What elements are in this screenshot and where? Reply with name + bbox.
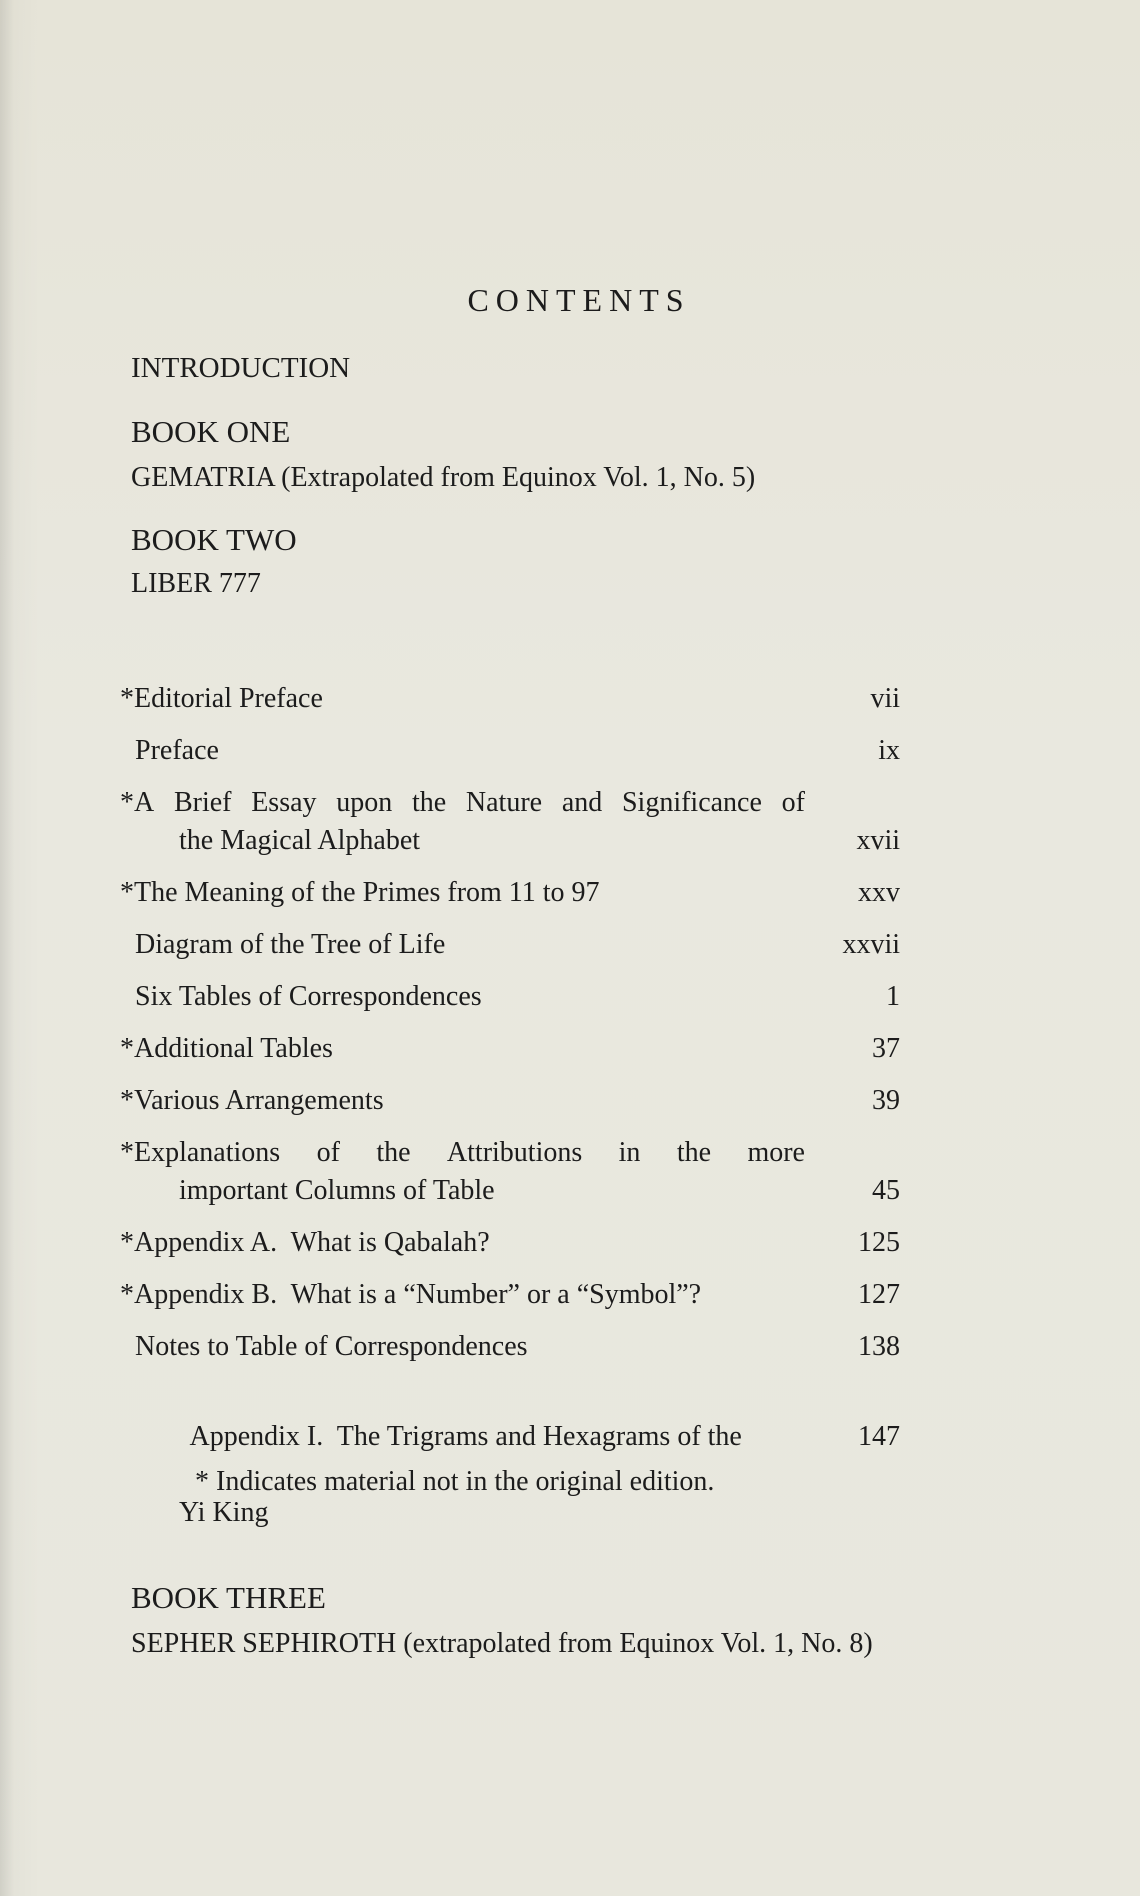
toc-page-number: 138 [858,1331,900,1362]
toc-page-number: ix [878,735,900,766]
toc-page-number: 127 [858,1279,900,1310]
toc-entry-title: Six Tables of Correspondences [135,981,482,1012]
contents-title: CONTENTS [467,282,691,318]
book-one-heading: BOOK ONE [131,414,291,449]
footnote: * Indicates material not in the original edition. [195,1466,715,1497]
toc-entry-title: *Explanations of the Attributions in the more important Columns of Table [120,1137,805,1206]
book-three-heading: BOOK THREE [131,1580,326,1615]
book-three-subtitle: SEPHER SEPHIROTH (extrapolated from Equinox Vol. 1, No. 8) [131,1628,873,1659]
toc-entry-title: *The Meaning of the Primes from 11 to 97 [120,877,600,908]
book-two-heading: BOOK TWO [131,522,297,557]
toc-entry-title: *Various Arrangements [120,1085,384,1116]
toc-entry-title: *Additional Tables [120,1033,333,1064]
toc-page-number: xxvii [842,929,900,960]
toc-page-number: 125 [858,1227,900,1258]
toc-page-number: 37 [872,1033,900,1064]
toc-entry-title: Diagram of the Tree of Life [135,929,446,960]
introduction-heading: INTRODUCTION [131,352,351,384]
toc-entry-title: Preface [135,735,219,766]
book-one-subtitle: GEMATRIA (Extrapolated from Equinox Vol. 1, No. 5) [131,462,756,493]
toc-page-number: 39 [872,1085,900,1116]
toc-entry-title: Appendix I. The Trigrams and Hexagrams of the Yi King [179,1421,742,1528]
toc-page-number: xxv [858,877,900,908]
toc-entry-title: *Appendix B. What is a “Number” or a “Symbol”? [120,1279,702,1310]
toc-entry-title: *Appendix A. What is Qabalah? [120,1227,490,1258]
toc-page-number: 1 [886,981,900,1012]
book-two-subtitle: LIBER 777 [131,568,261,599]
toc-entry-title: *Editorial Preface [120,683,323,714]
toc-page-number: 147 [858,1421,900,1452]
toc-page-number: vii [870,683,900,714]
toc-page-number: 45 [872,1175,900,1206]
toc-entry-title: Notes to Table of Correspondences [135,1331,528,1362]
toc-entry-title: *A Brief Essay upon the Nature and Significance of the Magical Alphabet [120,787,805,856]
toc-page-number: xvii [856,825,900,856]
